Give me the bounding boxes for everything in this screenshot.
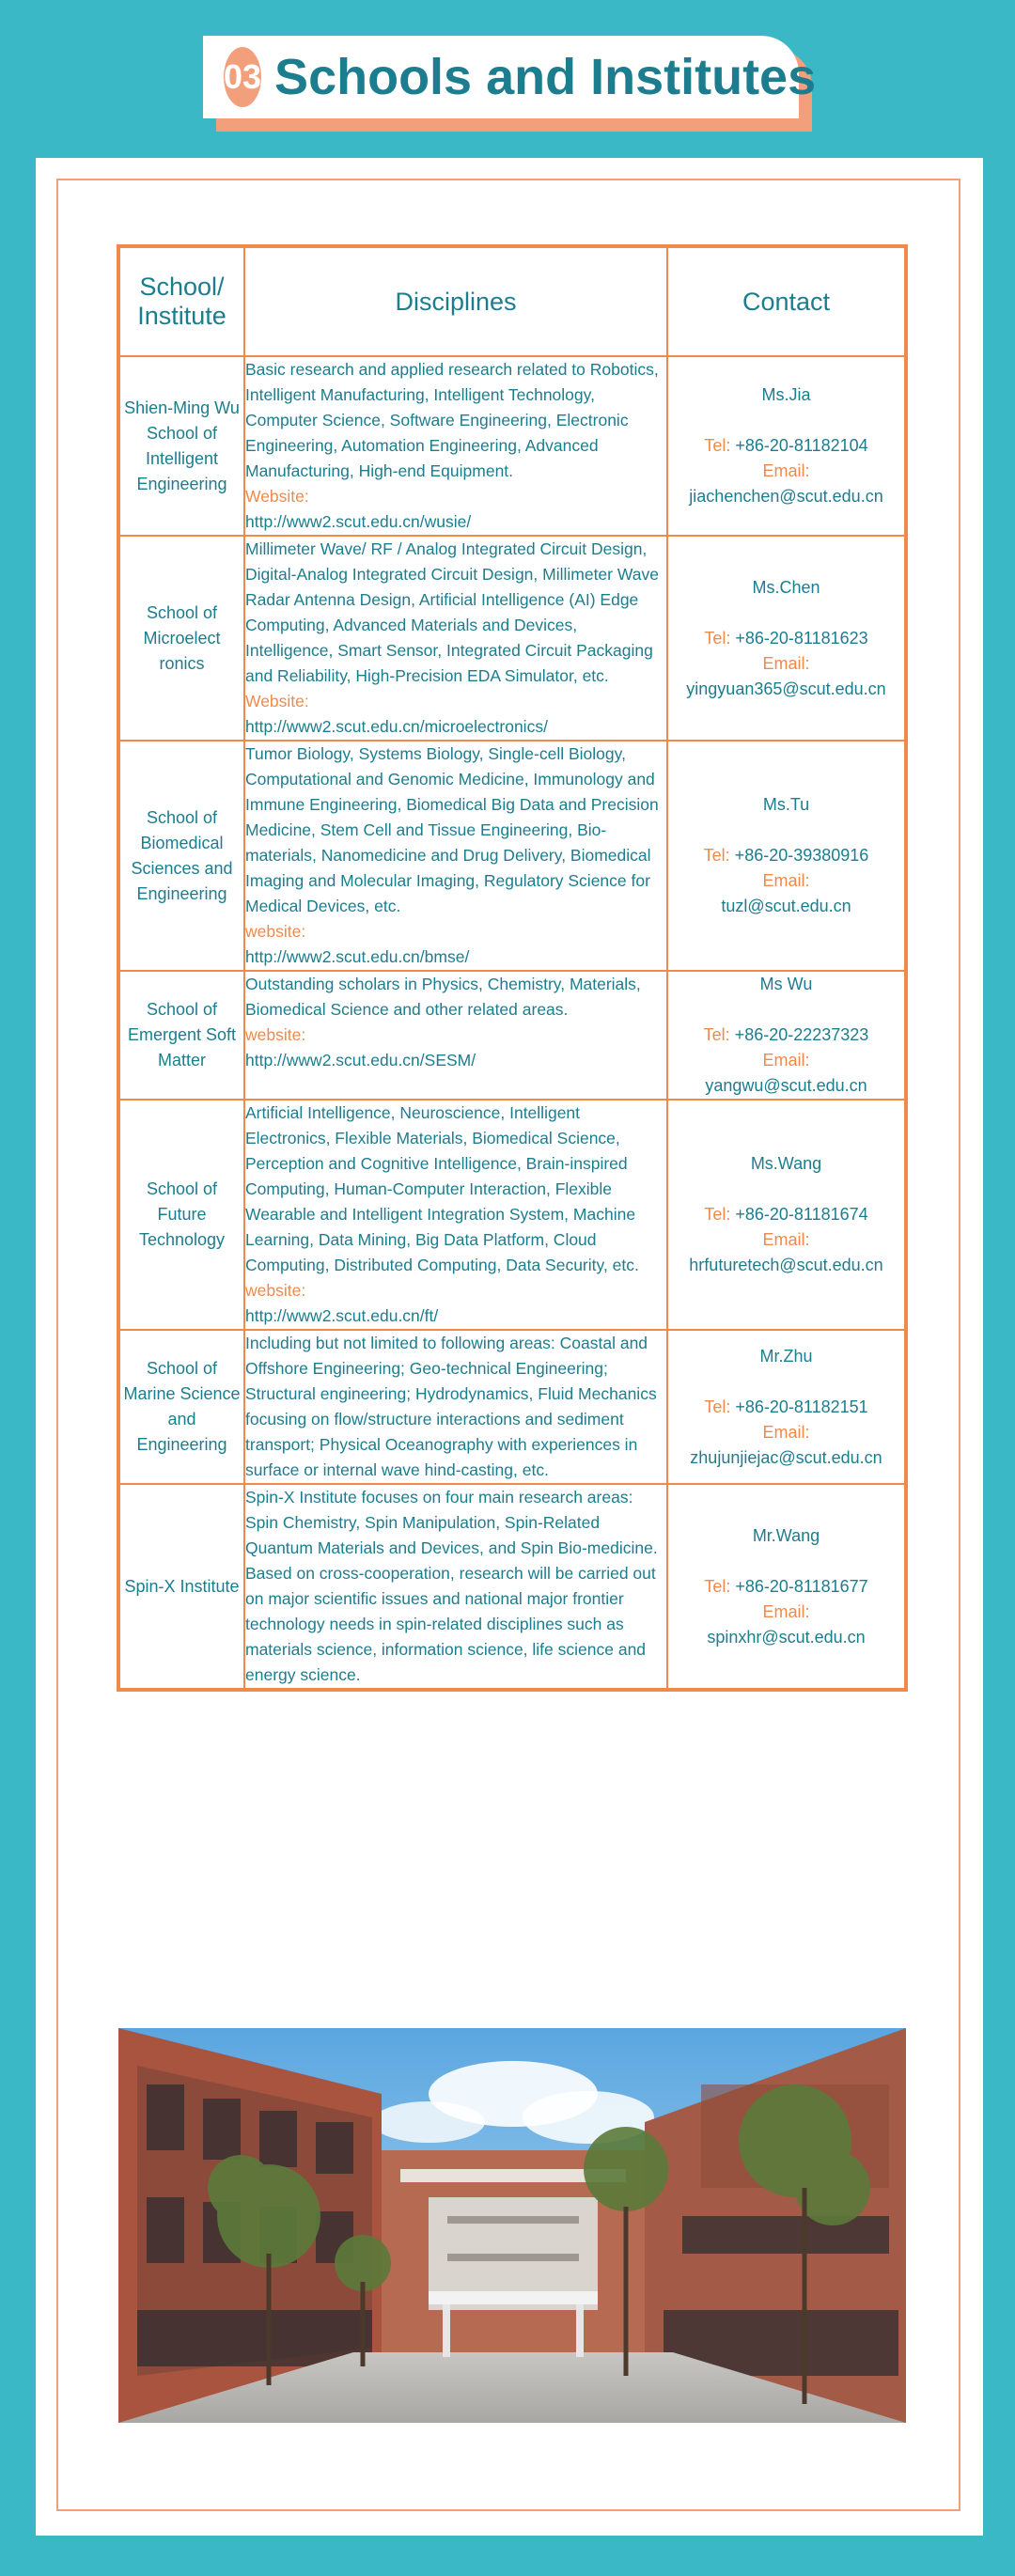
email-address[interactable]: jiachenchen@scut.edu.cn xyxy=(689,487,883,506)
campus-courtyard-image xyxy=(118,2028,906,2423)
disciplines-text: Artificial Intelligence, Neuroscience, Intelligent Electronics, Flexible Materials, Biomedical Science, Perception and Cognitive Intelligence, Brain-inspired Computing, Human-Computer Interaction, Flexible Wearable and Intelligent Integration System, Machine Learning, Data Mining, Big Data Platform, Cloud Computing, Distributed Computing, Data Security, etc. xyxy=(245,1103,639,1274)
email-address[interactable]: tuzl@scut.edu.cn xyxy=(721,897,851,915)
disciplines-cell xyxy=(244,356,667,536)
school-name: School of Microelect ronics xyxy=(118,536,244,741)
disciplines-cell xyxy=(244,1100,667,1330)
email-label: Email: xyxy=(762,1601,810,1621)
schools-table xyxy=(117,244,908,1692)
contact-name: Ms.Tu xyxy=(762,795,810,814)
website-link[interactable]: http://www2.scut.edu.cn/microelectronics/ xyxy=(245,717,548,736)
table-header-row xyxy=(118,246,906,356)
campus-photo xyxy=(118,2028,906,2423)
header-contact: Contact xyxy=(667,246,906,356)
contact-cell xyxy=(667,1100,906,1330)
table-row xyxy=(118,1100,906,1330)
school-name: School of Marine Science and Engineering xyxy=(118,1330,244,1484)
email-address[interactable]: yangwu@scut.edu.cn xyxy=(705,1076,867,1095)
section-number: 03 xyxy=(224,47,261,107)
email-address[interactable]: zhujunjiejac@scut.edu.cn xyxy=(690,1447,882,1467)
website-link[interactable]: http://www2.scut.edu.cn/SESM/ xyxy=(245,1051,476,1069)
header-school: School/ Institute xyxy=(118,246,244,356)
disciplines-cell xyxy=(244,1484,667,1690)
email-address[interactable]: spinxhr@scut.edu.cn xyxy=(707,1627,866,1647)
email-label: Email: xyxy=(762,461,810,480)
school-name: School of Emergent Soft Matter xyxy=(118,971,244,1100)
contact-name: Ms.Wang xyxy=(750,1154,822,1173)
tel-label: Tel: xyxy=(704,628,731,648)
email-label: Email: xyxy=(762,1051,810,1069)
email-address[interactable]: hrfuturetech@scut.edu.cn xyxy=(689,1256,883,1274)
tel-label: Tel: xyxy=(704,1205,731,1224)
contact-cell xyxy=(667,1330,906,1484)
contact-name: Ms.Chen xyxy=(752,577,820,597)
website-label: website: xyxy=(245,1025,306,1044)
school-name: School of Future Technology xyxy=(118,1100,244,1330)
tel-number: +86-20-81182104 xyxy=(735,436,868,455)
tel-label: Tel: xyxy=(703,1025,730,1044)
contact-cell xyxy=(667,1484,906,1690)
disciplines-cell xyxy=(244,971,667,1100)
website-label: Website: xyxy=(245,692,309,710)
disciplines-text: Millimeter Wave/ RF / Analog Integrated Circuit Design, Digital-Analog Integrated Circuit Design, Millimeter Wave Radar Antenna Design, Artificial Intelligence (AI) Edge Computing, Advanced Materials and Devices, Intelligence, Smart Sensor, Integrated Circuit Packaging and Reliability, High-Precision EDA Simulator, etc. xyxy=(245,539,659,685)
website-label: website: xyxy=(245,922,306,941)
website-link[interactable]: http://www2.scut.edu.cn/bmse/ xyxy=(245,947,470,966)
contact-name: Ms.Jia xyxy=(761,385,811,404)
table-row xyxy=(118,536,906,741)
school-name: Shien-Ming Wu School of Intelligent Engineering xyxy=(118,356,244,536)
disciplines-cell xyxy=(244,1330,667,1484)
table-row xyxy=(118,971,906,1100)
disciplines-text: Tumor Biology, Systems Biology, Single-cell Biology, Computational and Genomic Medicine, Immunology and Immune Engineering, Biomedical Big Data and Precision Medicine, Stem Cell and Tissue Engineering, Bio-materials, Nanomedicine and Drug Delivery, Biomedical Imaging and Molecular Imaging, Regulatory Science for Medical Devices, etc. xyxy=(245,744,659,915)
website-link[interactable]: http://www2.scut.edu.cn/wusie/ xyxy=(245,512,472,531)
contact-cell xyxy=(667,971,906,1100)
email-address[interactable]: yingyuan365@scut.edu.cn xyxy=(686,679,886,698)
tel-number: +86-20-39380916 xyxy=(734,846,869,865)
tel-label: Tel: xyxy=(704,436,731,455)
disciplines-cell xyxy=(244,536,667,741)
table-row xyxy=(118,356,906,536)
email-label: Email: xyxy=(762,871,810,890)
website-label: website: xyxy=(245,1281,306,1300)
disciplines-cell xyxy=(244,741,667,971)
school-name: Spin-X Institute xyxy=(118,1484,244,1690)
email-label: Email: xyxy=(762,1230,810,1249)
disciplines-text: Spin-X Institute focuses on four main research areas: Spin Chemistry, Spin Manipulation, Spin-Related Quantum Materials and Devices, and Spin Bio-medicine. Based on cross-cooperation, research will be carried out on major scientific issues and national major frontier technology needs in spin-related disciplines such as materials science, information science, life science and energy science. xyxy=(245,1488,658,1684)
disciplines-text: Including but not limited to following areas: Coastal and Offshore Engineering; Geo-technical Engineering; Structural engineering; Hydrodynamics, Fluid Mechanics focusing on flow/structure interactions and sediment transport; Physical Oceanography with experiences in surface or internal wave hind-casting, etc. xyxy=(245,1334,657,1479)
tel-label: Tel: xyxy=(704,1397,731,1416)
contact-cell xyxy=(667,356,906,536)
tel-number: +86-20-22237323 xyxy=(734,1025,869,1044)
tel-label: Tel: xyxy=(704,1576,731,1596)
email-label: Email: xyxy=(762,1422,810,1442)
contact-name: Ms Wu xyxy=(759,975,813,993)
email-label: Email: xyxy=(762,653,810,673)
disciplines-text: Basic research and applied research related to Robotics, Intelligent Manufacturing, Intelligent Technology, Computer Science, Software Engineering, Electronic Engineering, Automation Engineering, Advanced Manufacturing, High-end Equipment. xyxy=(245,360,659,480)
tel-number: +86-20-81181623 xyxy=(735,628,868,648)
table-row xyxy=(118,741,906,971)
website-label: Website: xyxy=(245,487,309,506)
table-row xyxy=(118,1330,906,1484)
header-disciplines: Disciplines xyxy=(244,246,667,356)
contact-name: Mr.Wang xyxy=(752,1525,820,1545)
contact-cell xyxy=(667,741,906,971)
tel-number: +86-20-81182151 xyxy=(735,1397,868,1416)
table-row xyxy=(118,1484,906,1690)
tel-label: Tel: xyxy=(703,846,730,865)
page-title: Schools and Institutes xyxy=(274,49,817,105)
section-header xyxy=(203,36,817,132)
tel-number: +86-20-81181677 xyxy=(735,1576,868,1596)
header-box xyxy=(203,36,817,118)
contact-cell xyxy=(667,536,906,741)
website-link[interactable]: http://www2.scut.edu.cn/ft/ xyxy=(245,1306,439,1325)
contact-name: Mr.Zhu xyxy=(759,1346,813,1366)
school-name: School of Biomedical Sciences and Engineering xyxy=(118,741,244,971)
disciplines-text: Outstanding scholars in Physics, Chemistry, Materials, Biomedical Science and other related areas. xyxy=(245,975,641,1019)
tel-number: +86-20-81181674 xyxy=(735,1205,868,1224)
